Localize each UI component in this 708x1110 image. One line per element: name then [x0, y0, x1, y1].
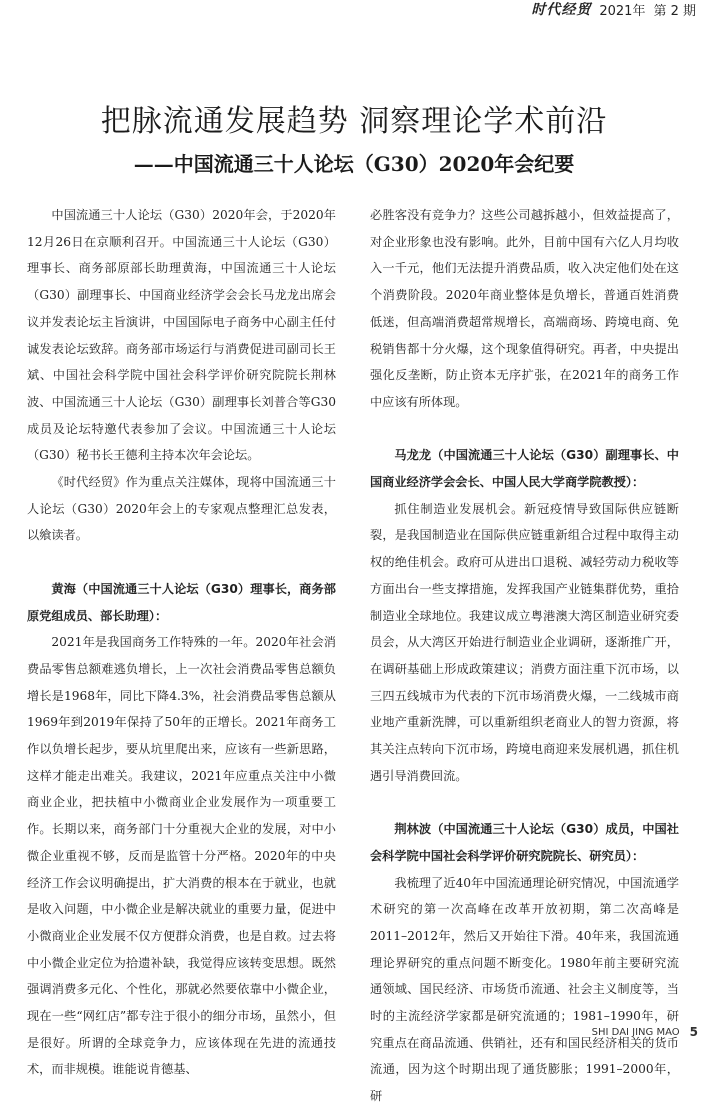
- speaker-text-huanghai-continued: 必胜客没有竞争力？这些公司越拆越小，但效益提高了，对企业形象也没有影响。此外，目前中国有六亿人月均收入一千元，他们无法提升消费品质，收入决定他们处在这个消费阶段。2020年商业整体是负增长，普通百姓消费低迷，但高端消费超常规增长，高端商场、跨境电商、免税销售都十分火爆，这个现象值得研究。再者，中央提出强化反垄断，防止资本无序扩张，在2021年的商务工作中应该有所体现。: [370, 208, 679, 409]
- left-column: [27, 202, 336, 1077]
- journal-issue: 第 2 期: [653, 3, 696, 19]
- intro-paragraph-1: 中国流通三十人论坛（G30）2020年会，于2020年12月26日在京顺利召开。中国流通三十人论坛（G30）理事长、商务部原部长助理黄海，中国流通三十人论坛（G30）副理事长、中国商业经济学会会长马龙龙出席会议并发表论坛主旨演讲，中国国际电子商务中心副主任付诚发表论坛致辞。商务部市场运行与消费促进司副司长王斌、中国社会科学院中国社会科学评价研究院院长荆林波、中国流通三十人论坛（G30）副理事长刘普合等G30成员及论坛特邀代表参加了会议。中国流通三十人论坛（G30）秘书长王德利主持本次年会论坛。: [27, 208, 336, 463]
- article-subtitle: ——中国流通三十人论坛（G30）2020年会纪要: [133, 152, 575, 176]
- speaker-heading-jinglinbo: 荆林波（中国流通三十人论坛（G30）成员，中国社会科学院中国社会科学评价研究院院长、研究员）：: [370, 822, 679, 863]
- journal-year: 2021年: [599, 3, 646, 19]
- page-footer: [592, 1025, 698, 1039]
- speaker-text-malonglong: 抓住制造业发展机会。新冠疫情导致国际供应链断裂，是我国制造业在国际供应链重新组合过程中取得主动权的绝佳机会。政府可从进出口退税、减轻劳动力税收等方面出台一些支撑措施，发挥我国产业链集群优势，重拾制造业全球地位。我建议成立粤港澳大湾区制造业研究委员会，从大湾区开始进行制造业企业调研，逐渐推广开，在调研基础上形成政策建议；消费方面注重下沉市场，以三四五线城市为代表的下沉市场消费火爆，一二线城市商业地产重新洗牌，可以重新组织老商业人的智力资源，将其关注点转向下沉市场，跨境电商迎来发展机遇，抓住机遇引导消费回流。: [370, 501, 679, 783]
- speaker-text-jinglinbo: 我梳理了近40年中国流通理论研究情况，中国流通学术研究的第一次高峰在改革开放初期，第二次高峰是2011–2012年，然后又开始往下滑。40年来，我国流通理论界研究的重点问题不断变化。1980年前主要研究流通领域、国民经济、市场货币流通、社会主义制度等，当时的主流经济学家都是研究流通的；1981–1990年，研究重点在商品流通、供销社，还有和国民经济相关的货币流通，因为这个时期出现了通货膨胀；1991–2000年，研: [370, 875, 679, 1104]
- intro-paragraph-2: 《时代经贸》作为重点关注媒体，现将中国流通三十人论坛（G30）2020年会上的专家观点整理汇总发表，以飨读者。: [27, 475, 336, 543]
- running-header: [531, 0, 696, 18]
- paragraph-gap: [370, 789, 679, 816]
- speaker-heading-malonglong: 马龙龙（中国流通三十人论坛（G30）副理事长、中国商业经济学会会长、中国人民大学商学院教授）：: [370, 448, 679, 490]
- article-title: 把脉流通发展趋势 洞察理论学术前沿: [100, 104, 608, 139]
- speaker-heading-huanghai: 黄海（中国流通三十人论坛（G30）理事长，商务部原党组成员、部长助理）：: [27, 581, 336, 623]
- journal-name: 时代经贸: [531, 2, 592, 18]
- speaker-text-huanghai: 2021年是我国商务工作特殊的一年。2020年社会消费品零售总额难逃负增长，上一次社会消费品零售总额负增长是1968年，同比下降4.3%，社会消费品零售总额从1969年到2019年保持了50年的正增长。2021年商务工作以负增长起步，要从坑里爬出来，应该有一些新思路，这样才能走出难关。我建议，2021年应重点关注中小微商业企业，把扶植中小微商业企业发展作为一项重要工作。长期以来，商务部门十分重视大企业的发展，对中小微企业重视不够，反而是监管十分严格。2020年的中央经济工作会议明确提出，扩大消费的根本在于就业，也就是收入问题，中小微企业是解决就业的重要力量，促进中小微商业企业发展不仅方便群众消费，也是自救。过去将中小微企业定位为拾遗补缺，我觉得应该转变思想。既然强调消费多元化、个性化，那就必然要依靠中小微企业，现在一些“网红店”都专注于很小的细分市场，虽然小，但是很好。所谓的全球竞争力，应该体现在先进的流通技术，而非规模。谁能说肯德基、: [27, 635, 336, 1077]
- page-number: 5: [689, 1025, 698, 1039]
- paragraph-gap: [27, 549, 336, 576]
- footer-pinyin: SHI DAI JING MAO: [591, 1026, 680, 1038]
- paragraph-gap: [370, 416, 679, 443]
